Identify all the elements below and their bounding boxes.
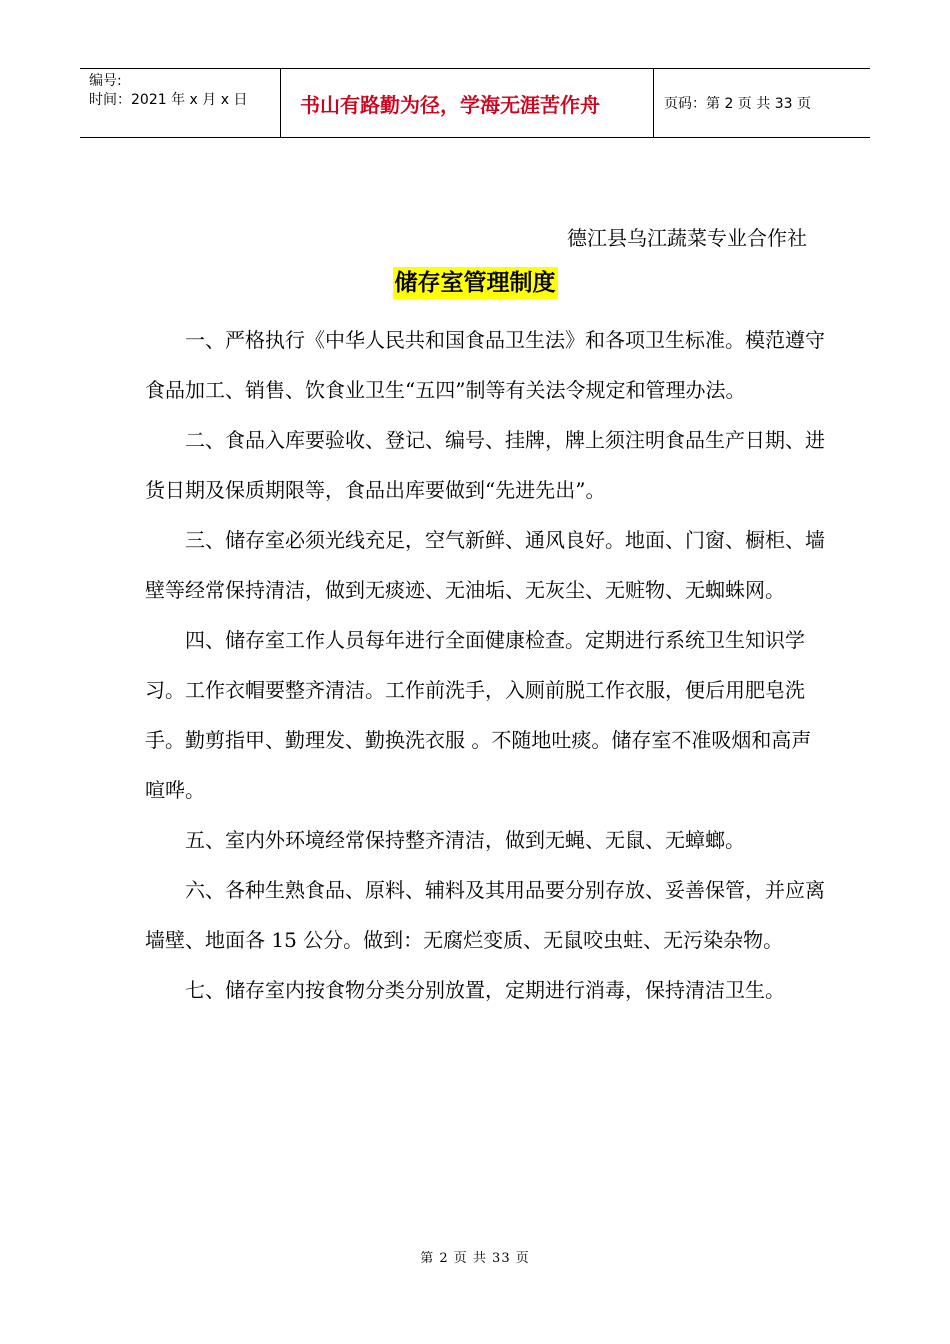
organization-name: 德江县乌江蔬菜专业合作社 [567,226,807,250]
document-body [145,315,825,1015]
paragraph-7: 七、储存室内按食物分类分别放置，定期进行消毒，保持清洁卫生。 [185,978,785,1002]
document-title: 储存室管理制度 [393,267,558,299]
paragraph-1: 一、严格执行《中华人民共和国食品卫生法》和各项卫生标准。模范遵守食品加工、销售、饮食业卫生“五四”制等有关法令规定和管理办法。 [145,328,825,402]
paragraph-4: 四、储存室工作人员每年进行全面健康检查。定期进行系统卫生知识学习。工作衣帽要整齐清洁。工作前洗手，入厕前脱工作衣服，便后用肥皂洗手。勤剪指甲、勤理发、勤换洗衣服 。不随地吐痰。储存室不准吸烟和高声喧哗。 [145,628,812,802]
number-label: 编号: [89,73,122,89]
paragraph-2: 二、食品入库要验收、登记、编号、挂牌，牌上须注明食品生产日期、进货日期及保质期限等，食品出库要做到“先进先出”。 [145,428,825,502]
paragraph-6: 六、各种生熟食品、原料、辅料及其用品要分别存放、妥善保管，并应离墙壁、地面各 15 公分。做到：无腐烂变质、无鼠咬虫蛀、无污染杂物。 [145,878,825,952]
paragraph-3: 三、储存室必须光线充足，空气新鲜、通风良好。地面、门窗、橱柜、墙壁等经常保持清洁，做到无痰迹、无油垢、无灰尘、无赃物、无蜘蛛网。 [145,528,825,602]
document-header [80,68,870,138]
header-slogan: 书山有路勤为径，学海无涯苦作舟 [281,69,654,137]
header-page-info: 页码：第 2 页 共 33 页 [664,96,811,112]
header-meta [80,69,281,137]
title-container [0,267,950,299]
paragraph-5: 五、室内外环境经常保持整齐清洁，做到无蝇、无鼠、无蟑螂。 [185,828,745,852]
time-label: 时间：2021 年 x 月 x 日 [89,92,248,108]
page-footer: 第 2 页 共 33 页 [420,1251,530,1266]
